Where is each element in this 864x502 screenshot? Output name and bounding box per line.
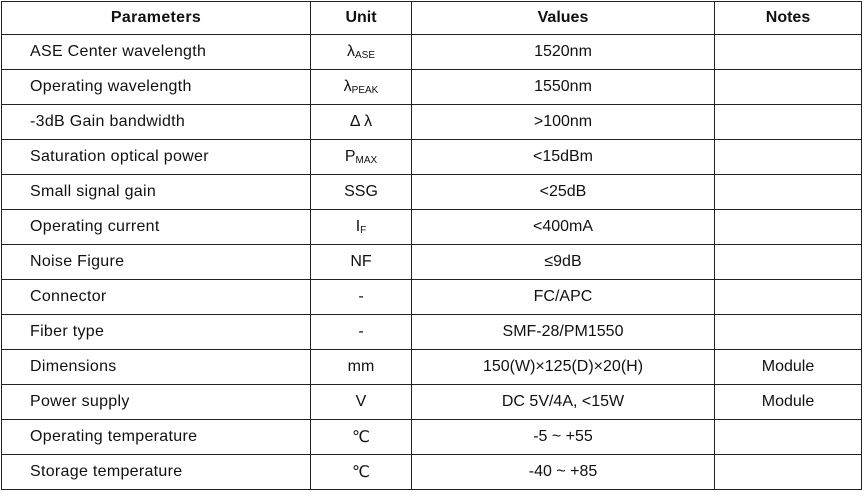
table-row — [2, 105, 862, 140]
table-row — [2, 420, 862, 455]
note-cell — [715, 280, 862, 315]
value-cell: 150(W)×125(D)×20(H) — [412, 350, 715, 385]
value-cell: <400mA — [412, 210, 715, 245]
unit-symbol: SSG — [344, 183, 378, 200]
note-cell — [715, 210, 862, 245]
table-row — [2, 315, 862, 350]
header-unit: Unit — [311, 2, 412, 35]
parameter-cell: Saturation optical power — [2, 140, 311, 175]
unit-cell — [311, 70, 412, 105]
header-parameters: Parameters — [2, 2, 311, 35]
note-cell — [715, 455, 862, 490]
spec-table-body — [2, 35, 862, 490]
note-cell — [715, 35, 862, 70]
unit-cell — [311, 385, 412, 420]
spec-table — [1, 1, 862, 490]
unit-cell — [311, 245, 412, 280]
parameter-cell: ASE Center wavelength — [2, 35, 311, 70]
note-cell — [715, 70, 862, 105]
table-row — [2, 245, 862, 280]
note-cell — [715, 105, 862, 140]
parameter-cell: -3dB Gain bandwidth — [2, 105, 311, 140]
header-row — [2, 2, 862, 35]
value-cell: <15dBm — [412, 140, 715, 175]
note-cell — [715, 140, 862, 175]
note-cell — [715, 315, 862, 350]
parameter-cell: Fiber type — [2, 315, 311, 350]
unit-symbol: λ — [343, 78, 352, 95]
unit-symbol: Δ λ — [349, 113, 373, 130]
table-row — [2, 175, 862, 210]
table-row — [2, 280, 862, 315]
unit-symbol: ℃ — [352, 464, 370, 481]
parameter-cell: Power supply — [2, 385, 311, 420]
value-cell: 1550nm — [412, 70, 715, 105]
spec-table-header — [2, 2, 862, 35]
unit-symbol: λ — [346, 43, 355, 60]
unit-cell — [311, 350, 412, 385]
parameter-cell: Operating current — [2, 210, 311, 245]
parameter-cell: Storage temperature — [2, 455, 311, 490]
value-cell: SMF-28/PM1550 — [412, 315, 715, 350]
note-cell: Module — [715, 350, 862, 385]
unit-symbol: P — [344, 148, 356, 165]
parameter-cell: Dimensions — [2, 350, 311, 385]
unit-symbol: V — [355, 393, 367, 410]
unit-subscript: ASE — [354, 50, 375, 61]
parameter-cell: Operating temperature — [2, 420, 311, 455]
unit-cell — [311, 175, 412, 210]
unit-symbol: - — [358, 288, 364, 305]
note-cell — [715, 420, 862, 455]
unit-cell — [311, 105, 412, 140]
unit-cell — [311, 35, 412, 70]
parameter-cell: Small signal gain — [2, 175, 311, 210]
parameter-cell: Noise Figure — [2, 245, 311, 280]
unit-cell — [311, 140, 412, 175]
unit-cell — [311, 420, 412, 455]
unit-symbol: I — [355, 218, 361, 235]
unit-symbol: NF — [350, 253, 372, 270]
value-cell: 1520nm — [412, 35, 715, 70]
unit-subscript: PEAK — [351, 85, 379, 96]
unit-cell — [311, 280, 412, 315]
unit-symbol: - — [358, 323, 364, 340]
table-row — [2, 140, 862, 175]
note-cell: Module — [715, 385, 862, 420]
table-row — [2, 210, 862, 245]
unit-cell — [311, 455, 412, 490]
value-cell: >100nm — [412, 105, 715, 140]
value-cell: ≤9dB — [412, 245, 715, 280]
header-notes: Notes — [715, 2, 862, 35]
unit-cell — [311, 315, 412, 350]
table-row — [2, 385, 862, 420]
note-cell — [715, 245, 862, 280]
table-row — [2, 35, 862, 70]
header-values: Values — [412, 2, 715, 35]
value-cell: -40 ~ +85 — [412, 455, 715, 490]
value-cell: DC 5V/4A, <15W — [412, 385, 715, 420]
table-row — [2, 455, 862, 490]
parameter-cell: Operating wavelength — [2, 70, 311, 105]
unit-subscript: F — [360, 225, 367, 236]
unit-symbol: ℃ — [352, 429, 370, 446]
value-cell: -5 ~ +55 — [412, 420, 715, 455]
unit-subscript: MAX — [355, 155, 378, 166]
value-cell: FC/APC — [412, 280, 715, 315]
unit-cell — [311, 210, 412, 245]
parameter-cell: Connector — [2, 280, 311, 315]
table-row — [2, 70, 862, 105]
table-row — [2, 350, 862, 385]
unit-symbol: mm — [347, 358, 375, 375]
note-cell — [715, 175, 862, 210]
value-cell: <25dB — [412, 175, 715, 210]
